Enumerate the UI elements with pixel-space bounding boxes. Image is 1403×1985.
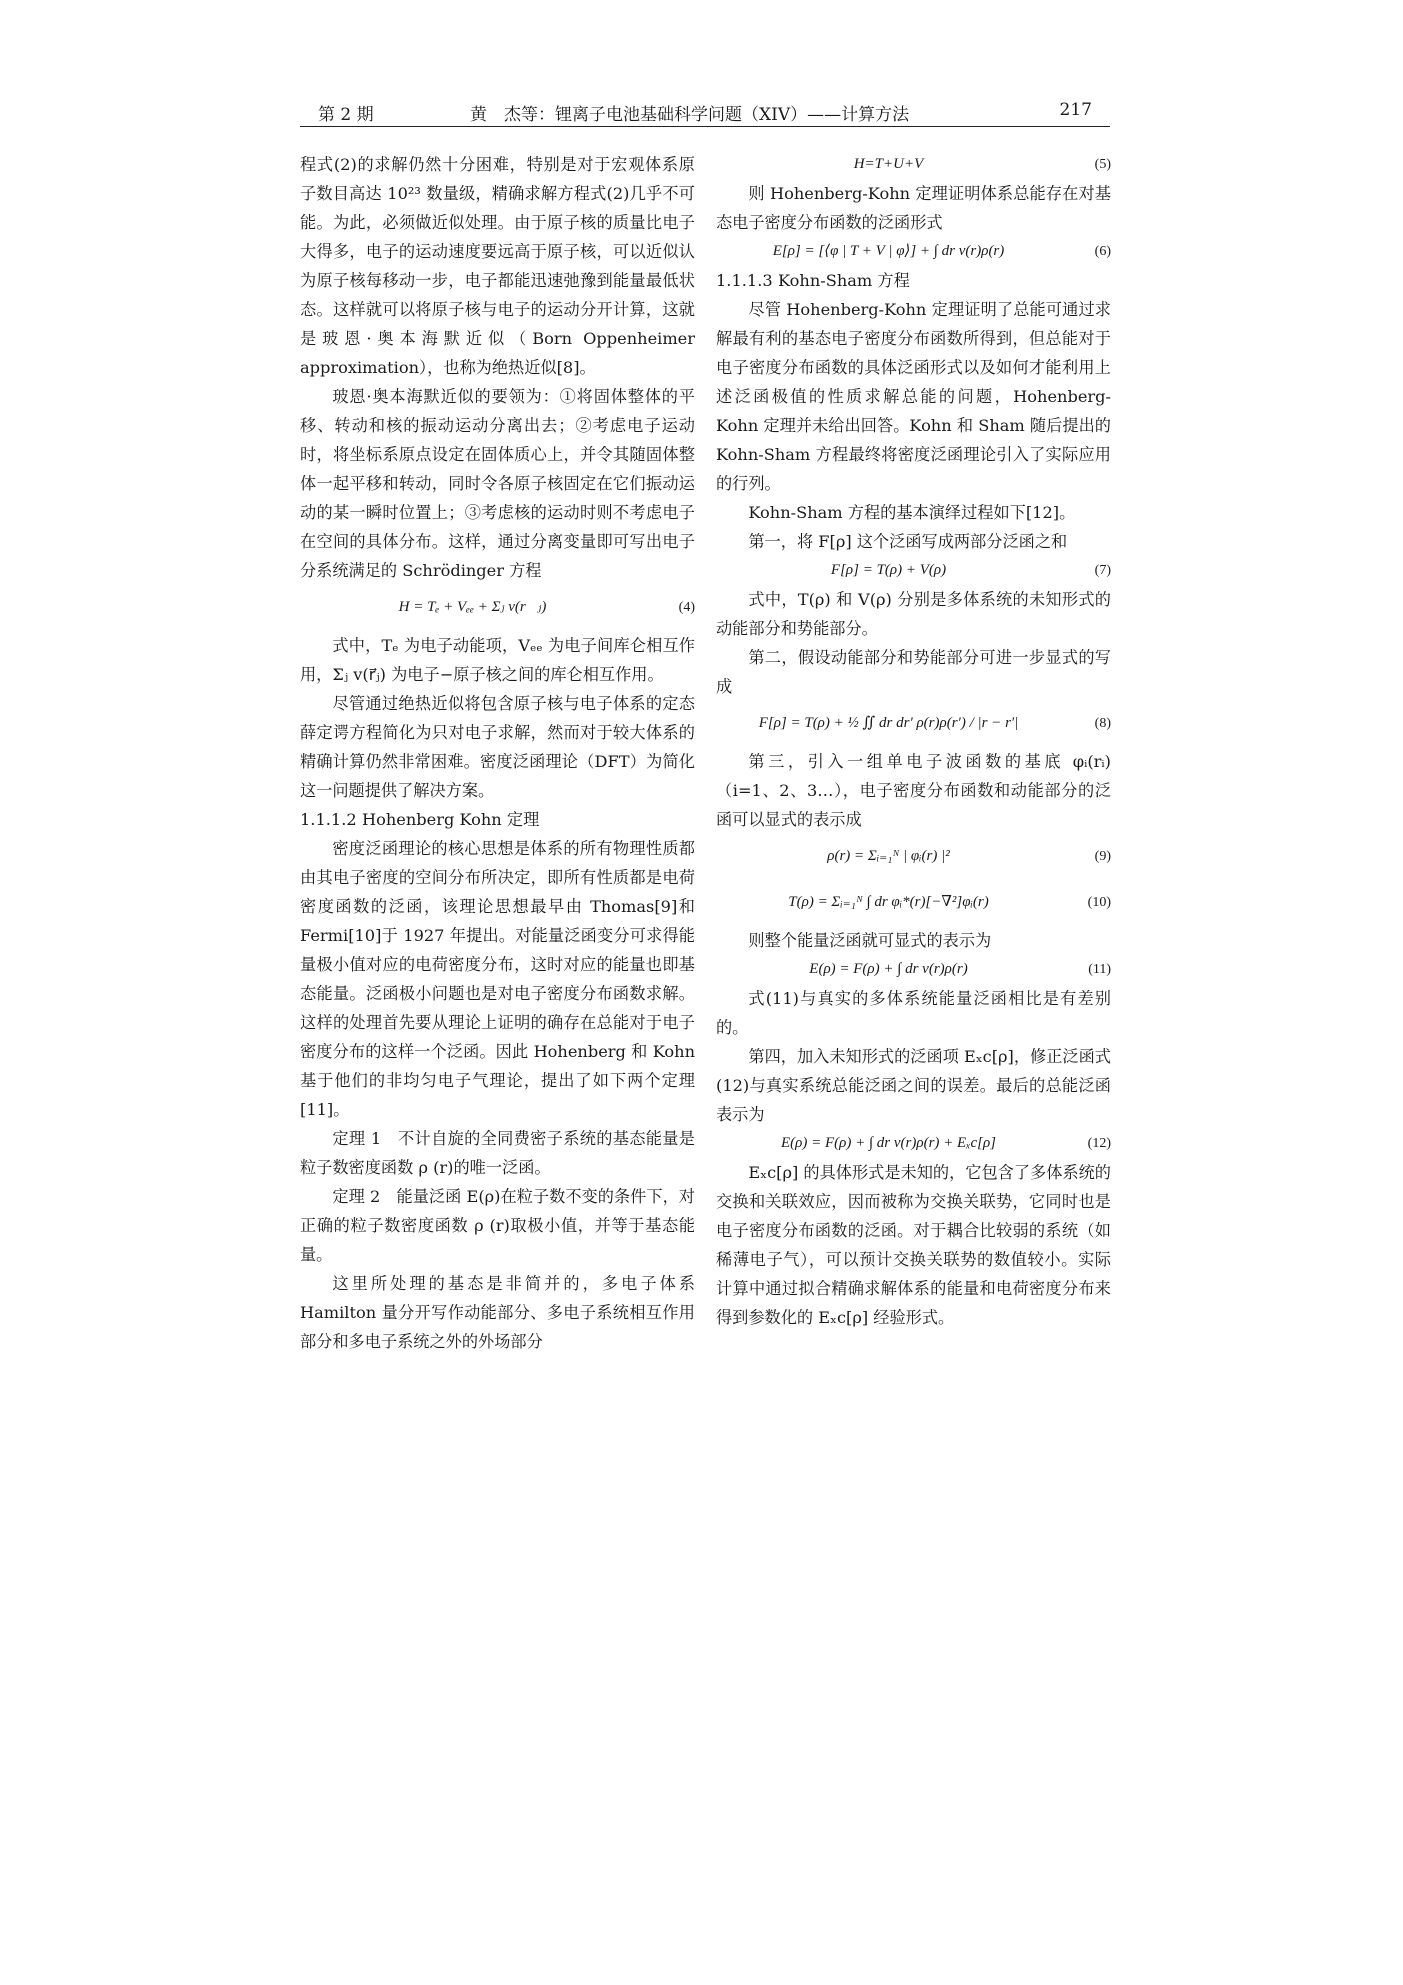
equation-4 (300, 585, 695, 631)
paragraph: 式中，Tₑ 为电子动能项，Vₑₑ 为电子间库仑相互作用，Σⱼ v(r⃗ⱼ) 为电子−原子核之间的库仑相互作用。 (300, 636, 695, 684)
equation-expression: F[ρ] = T(ρ) + ½ ∬ dr dr′ ρ(r)ρ(r′) / |r − r′| (758, 715, 1019, 731)
section-heading (300, 805, 695, 834)
page-number: 217 (1059, 100, 1092, 120)
equation-11 (716, 955, 1111, 984)
equation-expression: E[ρ] = [⟨φ | T + V | φ⟩] + ∫ dr v(r)ρ(r) (772, 243, 1005, 259)
left-column (300, 150, 695, 1356)
section-title: Hohenberg Kohn 定理 (362, 810, 540, 829)
section-number: 1.1.1.3 (716, 271, 773, 290)
paragraph: 尽管 Hohenberg-Kohn 定理证明了总能可通过求解最有利的基态电子密度分布函数所得到，但总能对于电子密度分布函数的具体泛函形式以及如何才能利用上述泛函极值的性质求解总能的问题，Hohenberg-Kohn 定理并未给出回答。Kohn 和 Sham 随后提出的 Kohn-Sham 方程最终将密度泛函理论引入了实际应用的行列。 (716, 300, 1111, 493)
equation-expression: H = Tₑ + Vₑₑ + Σⱼ v(r⃗ⱼ) (398, 599, 547, 615)
paragraph: 玻恩·奥本海默近似的要领为：①将固体整体的平移、转动和核的振动运动分离出去；②考虑电子运动时，将坐标系原点设定在固体质心上，并令其随固体整体一起平移和转动，同时令各原子核固定在它们振动运动的某一瞬时位置上；③考虑核的运动时则不考虑电子在空间的具体分布。这样，通过分离变量即可写出电子分系统满足的 Schrödinger 方程 (300, 387, 695, 580)
equation-number: (6) (1094, 244, 1111, 259)
equation-expression: T(ρ) = Σᵢ₌₁ᴺ ∫ dr φᵢ*(r)[−∇²]φᵢ(r) (788, 894, 989, 910)
equation-expression: ρ(r) = Σᵢ₌₁ᴺ | φᵢ(r) |² (827, 848, 950, 864)
section-title: Kohn-Sham 方程 (778, 271, 910, 290)
paragraph: 尽管通过绝热近似将包含原子核与电子体系的定态薛定谔方程简化为只对电子求解，然而对于较大体系的精确计算仍然非常困难。密度泛函理论（DFT）为简化这一问题提供了解决方案。 (300, 694, 695, 800)
equation-number: (11) (1088, 962, 1111, 977)
paragraph: 式(11)与真实的多体系统能量泛函相比是有差别的。 (716, 989, 1111, 1037)
paragraph: Kohn-Sham 方程的基本演绎过程如下[12]。 (748, 503, 1076, 522)
paragraph: Eₓc[ρ] 的具体形式是未知的，它包含了多体系统的交换和关联效应，因而被称为交换关联势，它同时也是电子密度分布函数的泛函。对于耦合比较弱的系统（如稀薄电子气），可以预计交换关联势的数值较小。实际计算中通过拟合精确求解体系的能量和电荷密度分布来得到参数化的 Eₓc[ρ] 经验形式。 (716, 1163, 1111, 1327)
equation-12 (716, 1129, 1111, 1158)
equation-10 (716, 880, 1111, 926)
running-header (300, 96, 1110, 127)
paragraph: 密度泛函理论的核心思想是体系的所有物理性质都由其电子密度的空间分布所决定，即所有性质都是电荷密度函数的泛函，该理论思想最早由 Thomas[9]和 Fermi[10]于 1927 年提出。对能量泛函变分可求得能量极小值对应的电荷密度分布，这时对应的能量也即基态能量。泛函极小问题也是对电子密度分布函数求解。这样的处理首先要从理论上证明的确存在总能对于电子密度分布的这样一个泛函。因此 Hohenberg 和 Kohn 基于他们的非均匀电子气理论，提出了如下两个定理[11]。 (300, 839, 695, 1119)
equation-number: (8) (1094, 716, 1111, 731)
equation-7 (716, 556, 1111, 585)
running-title: 黄 杰等：锂离子电池基础科学问题（XIV）——计算方法 (470, 105, 910, 125)
theorem-2: 定理 2 能量泛函 E(ρ)在粒子数不变的条件下，对正确的粒子数密度函数 ρ (r)取极小值，并等于基态能量。 (300, 1187, 695, 1264)
paragraph: 程式(2)的求解仍然十分困难，特别是对于宏观体系原子数目高达 10²³ 数量级，精确求解方程式(2)几乎不可能。为此，必须做近似处理。由于原子核的质量比电子大得多，电子的运动速度要远高于原子核，可以近似认为原子核每移动一步，电子都能迅速弛豫到能量最低状态。这样就可以将原子核与电子的运动分开计算，这就是玻恩·奥本海默近似（Born Oppenheimer approximation），也称为绝热近似[8]。 (300, 155, 695, 377)
right-column (716, 150, 1111, 1332)
paragraph: 这里所处理的基态是非简并的，多电子体系 Hamilton 量分开写作动能部分、多电子系统相互作用部分和多电子系统之外的外场部分 (300, 1274, 695, 1351)
equation-number: (10) (1087, 895, 1111, 910)
equation-9 (716, 834, 1111, 880)
equation-number: (12) (1087, 1136, 1111, 1151)
paragraph: 第四，加入未知形式的泛函项 Eₓc[ρ]，修正泛函式(12)与真实系统总能泛函之间的误差。最后的总能泛函表示为 (716, 1047, 1111, 1124)
paragraph: 第三，引入一组单电子波函数的基底 φᵢ(rᵢ)（i=1、2、3…），电子密度分布函数和动能部分的泛函可以显式的表示成 (716, 752, 1111, 829)
paragraph: 第二，假设动能部分和势能部分可进一步显式的写成 (716, 648, 1111, 696)
issue-number: 第 2 期 (318, 105, 374, 125)
equation-6 (716, 237, 1111, 266)
section-heading (716, 266, 1111, 295)
paragraph: 式中，T(ρ) 和 V(ρ) 分别是多体系统的未知形式的动能部分和势能部分。 (716, 590, 1111, 638)
equation-expression: H=T+U+V (853, 156, 924, 172)
paragraph: 第一，将 F[ρ] 这个泛函写成两部分泛函之和 (748, 532, 1068, 551)
section-number: 1.1.1.2 (300, 810, 357, 829)
equation-number: (7) (1094, 563, 1111, 578)
equation-number: (5) (1094, 157, 1111, 172)
equation-5 (716, 150, 1111, 179)
paragraph: 则 Hohenberg-Kohn 定理证明体系总能存在对基态电子密度分布函数的泛函形式 (716, 184, 1111, 232)
equation-expression: E(ρ) = F(ρ) + ∫ dr v(r)ρ(r) (809, 961, 968, 977)
paragraph: 则整个能量泛函就可显式的表示为 (748, 931, 992, 950)
equation-expression: F[ρ] = T(ρ) + V(ρ) (830, 562, 947, 578)
equation-number: (9) (1094, 849, 1111, 864)
theorem-1: 定理 1 不计自旋的全同费密子系统的基态能量是粒子数密度函数 ρ (r)的唯一泛函。 (300, 1129, 695, 1177)
equation-number: (4) (678, 600, 695, 615)
equation-expression: E(ρ) = F(ρ) + ∫ dr v(r)ρ(r) + Eₓc[ρ] (781, 1135, 996, 1151)
equation-8 (716, 701, 1111, 747)
